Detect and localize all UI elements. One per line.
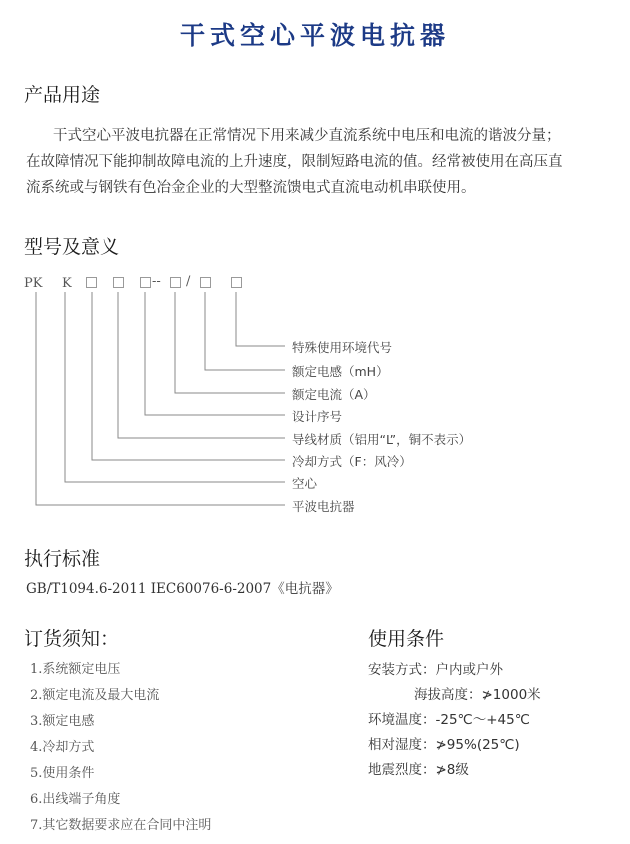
model-slash: / [186,274,191,289]
usage-heading: 产品用途 [24,84,101,106]
legend-special-env: 特殊使用环境代号 [292,340,393,355]
legend-smoothing-reactor: 平波电抗器 [292,499,355,514]
model-dash: -- [152,274,161,289]
model-code-pk: PK [24,276,43,291]
order-item-7: 7.其它数据要求应在合同中注明 [30,818,212,833]
legend-rated-inductance: 额定电感（mH） [292,364,389,379]
order-item-1: 1.系统额定电压 [30,662,121,677]
model-heading: 型号及意义 [24,236,120,258]
condition-temperature: 环境温度：-25℃～+45℃ [368,712,530,728]
order-item-3: 3.额定电感 [30,714,95,729]
page-title: 干式空心平波电抗器 [179,21,450,50]
condition-install: 安装方式：户内或户外 [368,662,503,678]
order-item-5: 5.使用条件 [30,766,95,781]
usage-line-2: 在故障情况下能抑制故障电流的上升速度，限制短路电流的值。经常被使用在高压直 [26,154,563,170]
conditions-heading: 使用条件 [368,628,445,650]
legend-cooling: 冷却方式（F：风冷） [292,454,412,469]
legend-air-core: 空心 [292,476,318,491]
standard-heading: 执行标准 [24,548,101,570]
condition-seismic: 地震烈度：≯8级 [368,762,469,778]
condition-humidity: 相对湿度：≯95%(25℃) [368,737,520,753]
legend-rated-current: 额定电流（A） [292,387,376,402]
condition-altitude: 海拔高度：≯1000米 [414,687,541,703]
usage-line-3: 流系统或与钢铁有色冶金企业的大型整流馈电式直流电动机串联使用。 [26,180,476,196]
usage-line-1: 干式空心平波电抗器在正常情况下用来减少直流系统中电压和电流的谐波分量； [53,128,561,144]
order-heading: 订货须知： [24,628,120,650]
order-item-2: 2.额定电流及最大电流 [30,688,160,703]
legend-conductor: 导线材质（铝用“L”，铜不表示） [292,432,472,447]
order-item-6: 6.出线端子角度 [30,792,121,807]
model-code-k: K [62,276,72,291]
order-item-4: 4.冷却方式 [30,740,95,755]
standard-text: GB/T1094.6-2011 IEC60076-6-2007《电抗器》 [26,581,339,597]
legend-design-no: 设计序号 [292,409,343,424]
